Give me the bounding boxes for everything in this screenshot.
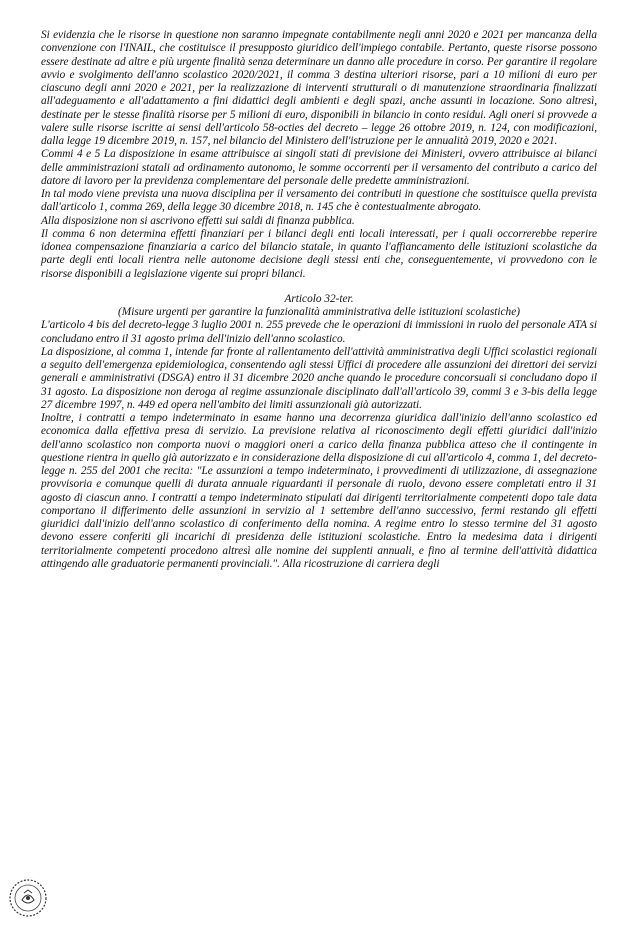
body-text-bottom — [41, 319, 597, 571]
paragraph: Inoltre, i contratti a tempo indeterminato in esame hanno una decorrenza giuridica dall'inizio dell'anno scolastico ed economica dalla effettiva presa di servizio. La previsione relativa al riconoscimento degli effetti giuridici dall'inizio dell'anno scolastico non comporta nuovi o maggiori oneri a carico della finanza pubblica atteso che il contingente in questione rientra in quello già autorizzato e in considerazione della disposizione di cui all'articolo 4, comma 1, del decreto- legge n. 255 del 2001 che recita: "Le assunzioni a tempo indeterminato, i provvedimenti di utilizzazione, di assegnazione provvisoria e comunque quelli di durata annuale riguardanti il personale di ruolo, devono essere completati entro il 31 agosto di ciascun anno. I contratti a tempo indeterminato stipulati dai dirigenti territorialmente competenti dopo tale data comportano il differimento delle assunzioni in servizio al 1 settembre dell'anno successivo, fermi restando gli effetti giuridici dall'inizio dell'anno scolastico di conferimento della nomina. A regime entro lo stesso termine del 31 agosto devono essere conferiti gli incarichi di presidenza delle istituzioni scolastiche. Entro la medesima data i dirigenti territorialmente competenti procedono altresì alle nomine dei supplenti annuali, e fino al termine dell'attività didattica attingendo alle graduatorie permanenti provinciali.". Alla ricostruzione di carriera degli — [41, 412, 597, 570]
paragraph: Si evidenzia che le risorse in questione non saranno impegnate contabilmente negli anni 2020 e 2021 per mancanza della convenzione con l'INAIL, che costituisce il presupposto giuridico dell'impiego contabile. Pertanto, queste risorse possono essere destinate ad altre e più urgente finalità senza determinare un danno alle procedure in corso. Per garantire il regolare avvio e svolgimento dell'anno scolastico 2020/2021, il comma 3 destina ulteriori risorse, pari a 10 milioni di euro per ciascuno degli anni 2020 e 2021, per la realizzazione di interventi strutturali o di manutenzione straordinaria finalizzati all'adeguamento e all'adattamento a fini didattici degli ambienti e degli spazi, anche assunti in locazione. Sono altresì, destinate per le stesse finalità risorse per 5 milioni di euro, disponibili in bilancio in conto residui. Agli oneri si provvede a valere sulle risorse iscritte ai sensi dell'articolo 58-octies del decreto – legge 26 ottobre 2019, n. 124, con modificazioni, dalla legge 19 dicembre 2019, n. 157, nel bilancio del Ministero dell'istruzione per le annualità 2019, 2020 e 2021. — [41, 29, 597, 147]
paragraph: La disposizione, al comma 1, intende far fronte al rallentamento dell'attività amministrativa degli Uffici scolastici regionali a seguito dell'emergenza epidemiologica, consentendo agli stessi Uffici di procedere alle assunzioni dei direttori dei servizi generali e amministrativi (DSGA) entro il 31 dicembre 2020 anche quando le procedure concorsuali si concludano dopo il 31 agosto. La disposizione non deroga al regime assunzionale disciplinato dall'all'articolo 39, commi 3 e 3-bis della legge 27 dicembre 1997, n. 449 ed opera nell'ambito dei limiti assunzionali già autorizzati. — [41, 345, 597, 411]
paragraph: In tal modo viene prevista una nuova disciplina per il versamento dei contributi in questione che sostituisce quella prevista dall'articolo 1, comma 269, della legge 30 dicembre 2018, n. 145 che è contestualmente abrogato. — [41, 188, 597, 214]
paragraph: Il comma 6 non determina effetti finanziari per i bilanci degli enti locali interessati, per i quali occorrerebbe reperire idonea compensazione finanziaria a carico del bilancio statale, in quanto l'affiancamento delle istituzioni scolastiche da parte degli enti locali rientra nelle autonome decisione degli stessi enti che, conseguentemente, vi provvedono con le risorse disponibili a legislazione vigente sui propri bilanci. — [41, 227, 597, 280]
body-text-top — [41, 29, 597, 281]
paragraph: L'articolo 4 bis del decreto-legge 3 luglio 2001 n. 255 prevede che le operazioni di immissioni in ruolo del personale ATA si concludano entro il 31 agosto prima dell'inizio dell'anno scolastico. — [41, 319, 597, 345]
official-seal-icon — [8, 878, 48, 918]
paragraph: Alla disposizione non si ascrivono effetti sui saldi di finanza pubblica. — [41, 214, 355, 227]
paragraph: Commi 4 e 5 La disposizione in esame attribuisce ai singoli stati di previsione dei Ministeri, ovvero attribuisce ai bilanci delle amministrazioni statali ad ordinamento autonomo, le somme occorrenti per il versamento del contributo a carico del datore di lavoro per la previdenza complementare del personale delle predette amministrazioni. — [41, 148, 597, 187]
article-subtitle: (Misure urgenti per garantire la funzionalità amministrativa delle istituzioni scolastiche) — [118, 306, 520, 318]
article-title: Articolo 32-ter. — [284, 292, 354, 305]
